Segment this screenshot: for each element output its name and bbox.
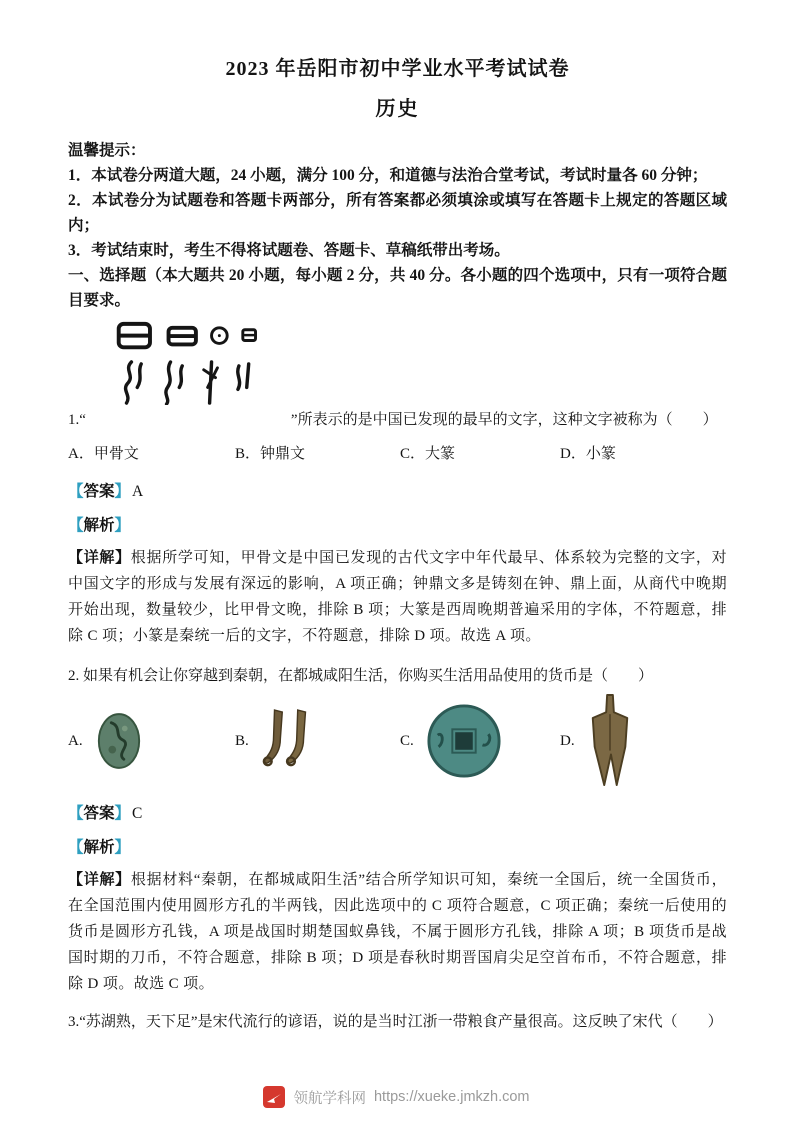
question-1-stem	[68, 407, 727, 433]
answer-tag-close-bracket: 】	[114, 483, 131, 500]
question-2-stem: 2. 如果有机会让你穿越到秦朝，在都城咸阳生活，你购买生活用品使用的货币是（ ）	[68, 668, 654, 684]
question-1-detail-text: 根据所学可知，甲骨文是中国已发现的古代文字中年代最早、体系较为完整的文字，对中国文字的形成与发展有深远的影响，A 项正确；钟鼎文多是铸刻在钟、鼎上面，从商代中晚期开始出现，数量较少，比甲骨文晚，排除 B 项；大篆是西周晚期普遍采用的字体，不符题意，排除 C 项；小篆是秦统一后的文字，不符题意，排除 D 项。故选 A 项。	[68, 550, 727, 644]
question-1-text: ”所表示的是中国已发现的最早的文字，这种文字被称为（ ）	[290, 412, 718, 428]
question-3-stem: 3.“苏湖熟，天下足”是宋代流行的谚语，说的是当时江浙一带粮食产量很高。这反映了宋代（ ）	[68, 1014, 723, 1030]
question-2-option-d-label: D.	[560, 732, 575, 749]
question-1-analysis-line	[68, 513, 727, 539]
question-1-option-c: C．大篆	[400, 446, 456, 462]
question-2-option-b	[235, 706, 400, 776]
analysis-tag-label: 解析	[83, 517, 115, 534]
answer-tag-label: 答案	[83, 483, 115, 500]
question-2-detail-text: 根据材料“秦朝，在都城咸阳生活”结合所学知识可知，秦统一全国后，统一全国货币，在全国范围内使用圆形方孔的半两钱，因此选项中的 C 项符合题意，C 项正确；秦统一后使用的货币是圆形方孔钱，A 项是战国时期楚国蚁鼻钱，不属于圆形方孔钱，排除 A 项；B 项货币是战国时期的刀币，不符合题意，排除 B 项；D 项是春秋时期晋国肩尖足空首布币，不符合题意，排除 D 项。故选 C 项。	[68, 872, 727, 992]
answer-tag-label: 答案	[83, 805, 115, 822]
question-1-option-b: B．钟鼎文	[235, 446, 306, 462]
answer-tag-open-bracket: 【	[68, 483, 84, 500]
question-2-options	[68, 693, 727, 789]
notice-item-2: 2．本试卷分为试题卷和答题卡两部分，所有答案都必须填涂或填写在答题卡上规定的答题区域内；	[68, 192, 727, 234]
question-1-options	[68, 441, 727, 467]
round-coin-square-hole-icon	[426, 703, 502, 779]
question-2-answer-value: C	[132, 805, 143, 822]
question-2-analysis-line	[68, 835, 727, 861]
oracle-bone-script-icon	[112, 319, 272, 405]
analysis-tag-open-bracket: 【	[68, 517, 84, 534]
question-1-detail	[68, 545, 727, 649]
spade-coin-icon	[587, 693, 633, 789]
question-2-option-c	[400, 703, 560, 779]
question-2-detail	[68, 867, 727, 997]
question-2-option-b-label: B.	[235, 732, 249, 749]
question-2-detail-tag: 【详解】	[68, 872, 131, 888]
question-1-number: 1.“	[68, 412, 86, 428]
analysis-tag-close-bracket: 】	[114, 517, 131, 534]
site-footer	[0, 1086, 793, 1108]
question-2-option-a-label: A.	[68, 732, 83, 749]
exam-notice-block	[68, 138, 727, 313]
notice-header: 温馨提示：	[68, 142, 146, 159]
question-2-option-a	[68, 711, 235, 771]
footer-site-url[interactable]: https://xueke.jmkzh.com	[373, 1089, 530, 1105]
question-1-answer-line	[68, 479, 727, 505]
question-2-option-d	[560, 693, 727, 789]
answer-tag-open-bracket: 【	[68, 805, 84, 822]
notice-item-1: 1．本试卷分两道大题，24 小题，满分 100 分，和道德与法治合堂考试，考试时量各 60 分钟；	[68, 167, 708, 184]
question-1-answer-value: A	[132, 483, 144, 500]
analysis-tag-open-bracket: 【	[68, 839, 84, 856]
footer-site-name: 领航学科网	[293, 1090, 366, 1107]
analysis-tag-close-bracket: 】	[114, 839, 131, 856]
answer-tag-close-bracket: 】	[114, 805, 131, 822]
subject-title: 历史	[375, 98, 420, 120]
knife-coin-icon	[261, 706, 319, 776]
section-heading: 一、选择题（本大题共 20 小题，每小题 2 分，共 40 分。各小题的四个选项中，只有一项符合题目要求。	[68, 267, 727, 309]
sail-logo-icon	[263, 1086, 285, 1108]
question-2-option-c-label: C.	[400, 732, 414, 749]
question-2-answer-line	[68, 801, 727, 827]
question-1-option-d: D．小篆	[560, 446, 616, 462]
notice-item-3: 3．考试结束时，考生不得将试题卷、答题卡、草稿纸带出考场。	[68, 242, 510, 259]
oracle-bone-script-figure	[112, 319, 727, 405]
page-title: 2023 年岳阳市初中学业水平考试试卷	[225, 58, 570, 80]
question-1-option-a: A．甲骨文	[68, 446, 139, 462]
question-1-detail-tag: 【详解】	[68, 550, 131, 566]
ant-nose-coin-icon	[95, 711, 143, 771]
analysis-tag-label: 解析	[83, 839, 115, 856]
